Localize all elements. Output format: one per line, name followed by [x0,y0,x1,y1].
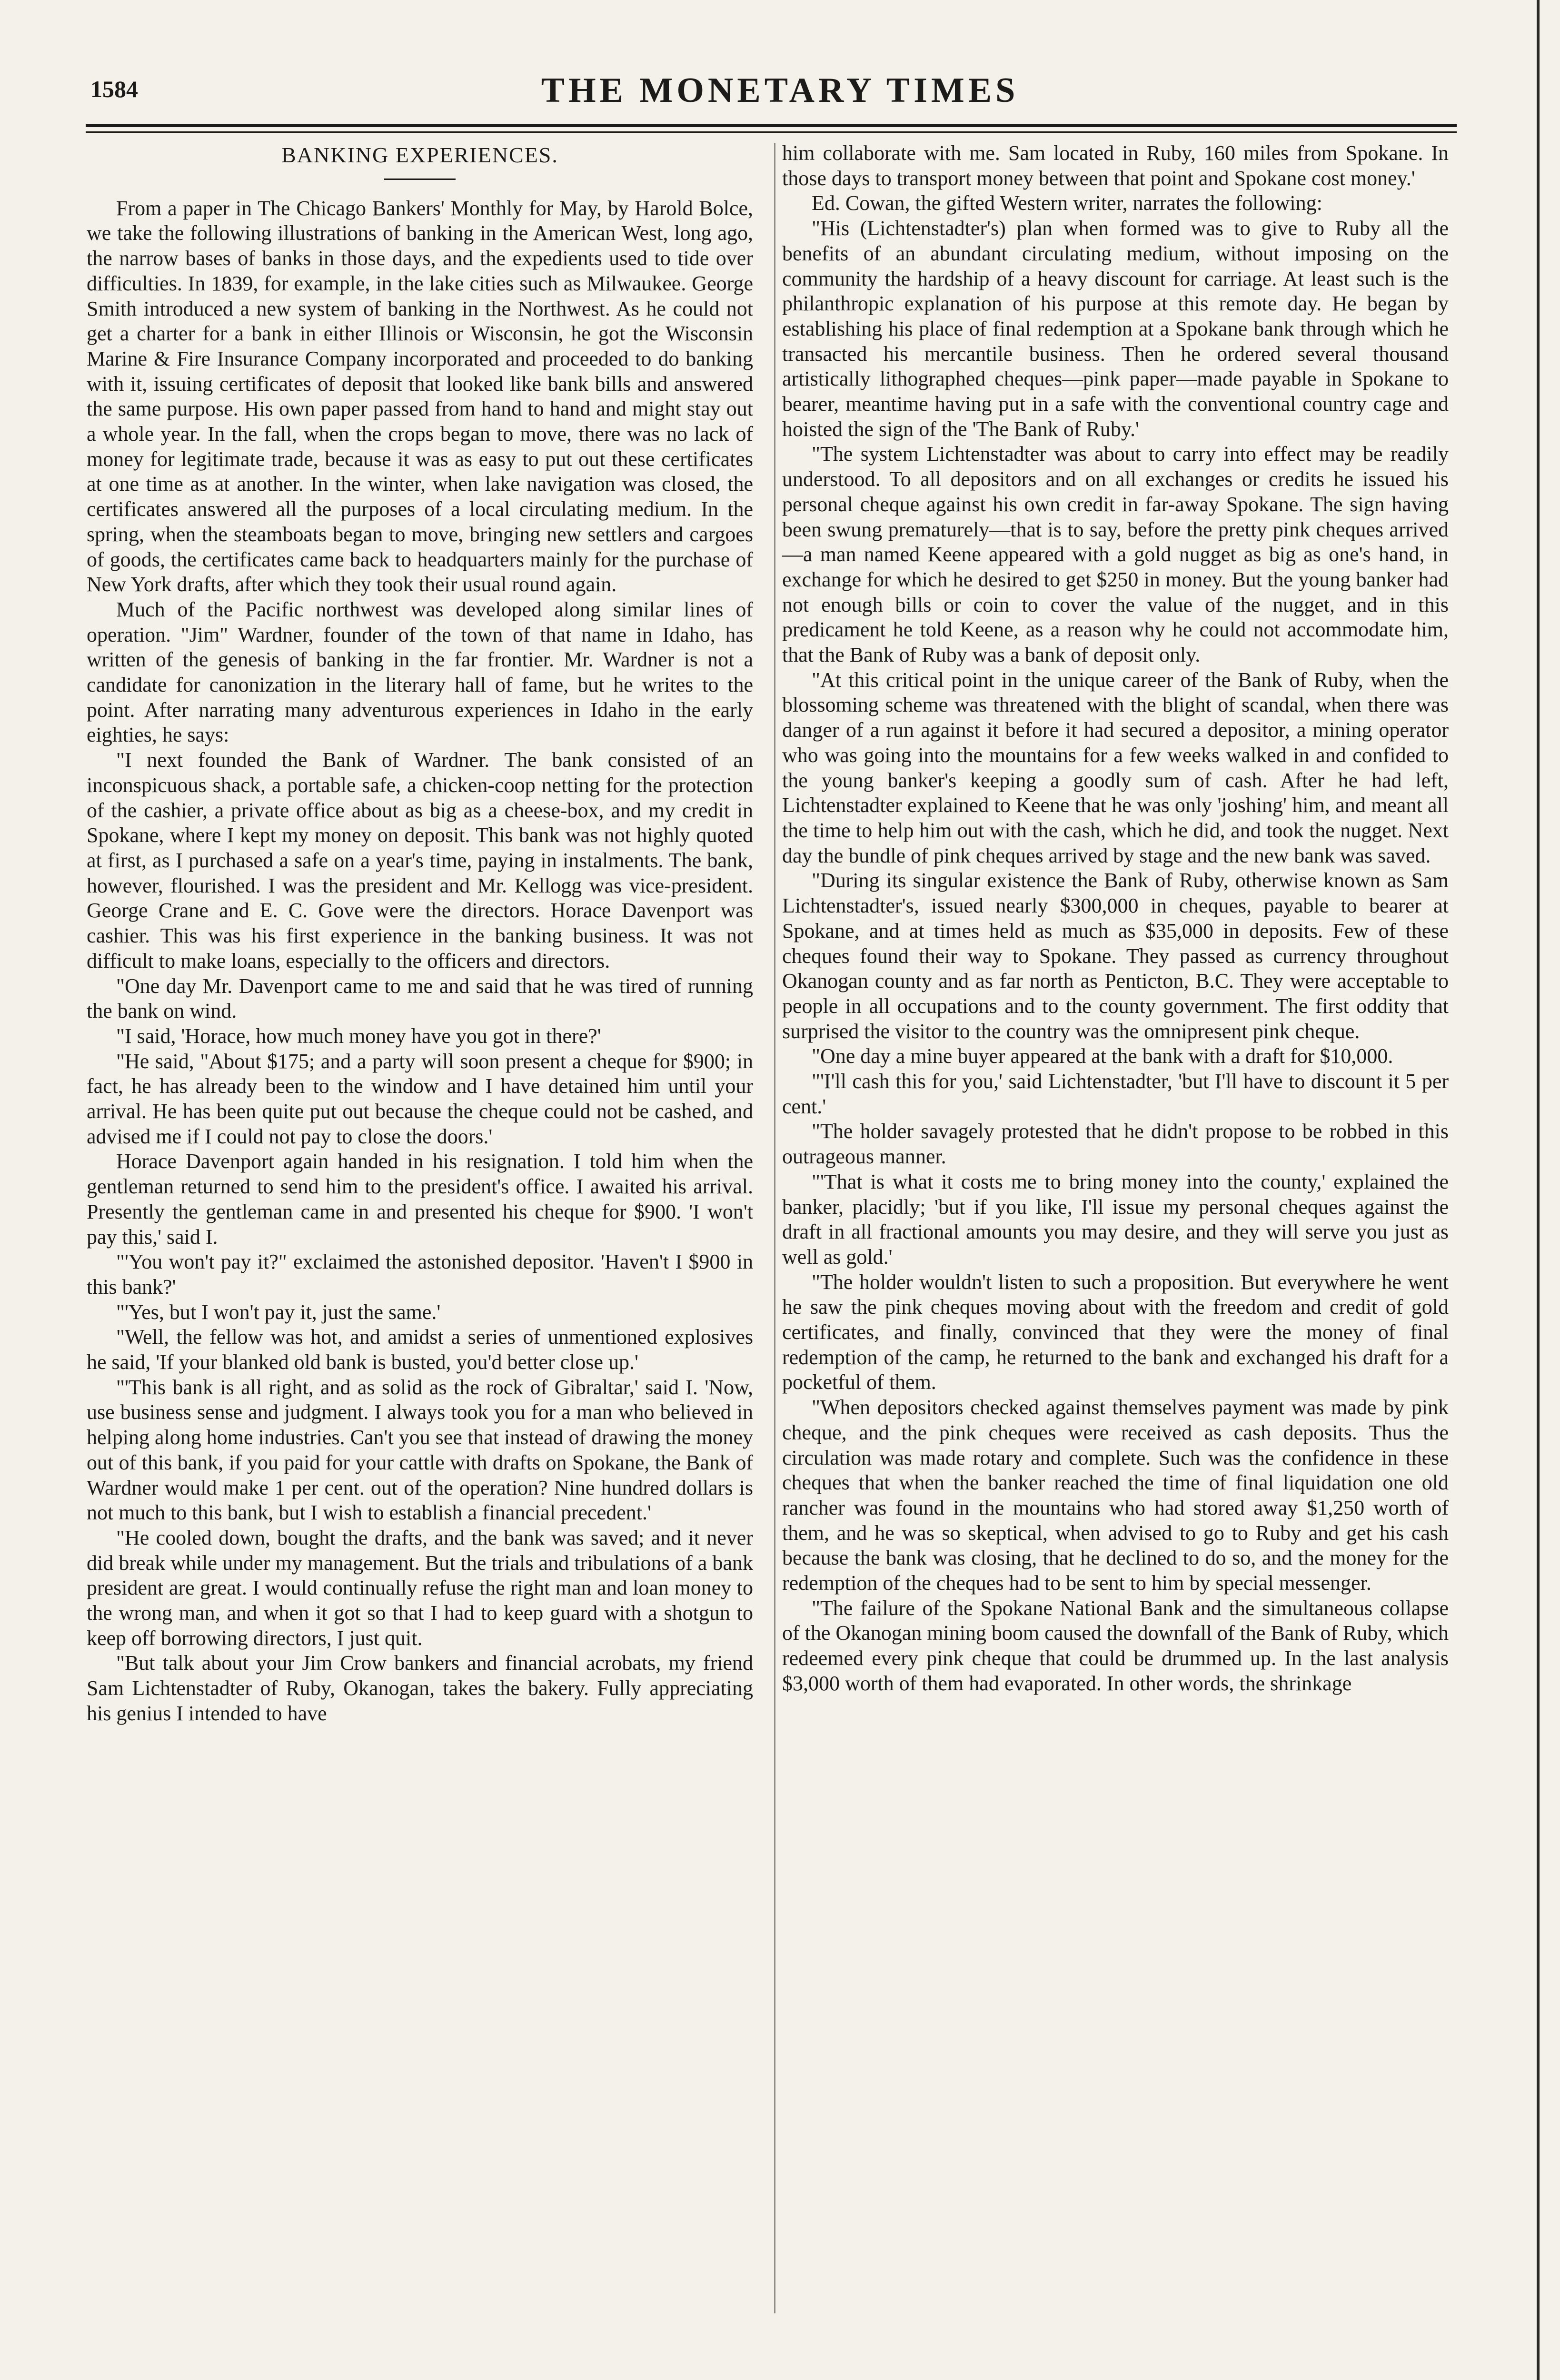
header-rule-thick [86,124,1457,127]
paragraph: "I next founded the Bank of Wardner. The bank consisted of an inconspicuous shack, a portable safe, a chicken-coop netting for the protection of the cashier, a private office about as big as a cheese-box, and my credit in Spokane, where I kept my money on deposit. This bank was not highly quoted at first, as I purchased a safe on a year's time, paying in instalments. The bank, however, flourished. I was the president and Mr. Kellogg was vice-president. George Crane and E. C. Gove were the directors. Horace Davenport was cashier. This was his first experience in the banking business. It was not difficult to make loans, especially to the officers and directors. [87,748,753,972]
page-number: 1584 [90,76,138,102]
title-rule [384,178,456,180]
paragraph: "One day Mr. Davenport came to me and said that he was tired of running the bank on wind. [87,974,753,1023]
paragraph: "At this critical point in the unique career of the Bank of Ruby, when the blossoming scheme was threatened with the blight of scandal, when there was danger of a run against it before it had secured a depositor, a mining operator who was going into the mountains for a few weeks walked in and confided to the young banker's keeping a goodly sum of cash. After he had left, Lichtenstadter explained to Keene that he was only 'joshing' him, and meant all the time to help him out with the cash, which he did, and took the nugget. Next day the bundle of pink cheques arrived by stage and the new bank was saved. [782,668,1449,867]
paragraph: "The holder wouldn't listen to such a proposition. But everywhere he went he saw the pink cheques moving about with the freedom and credit of gold certificates, and finally, convinced that they were the money of final redemption of the camp, he returned to the bank and exchanged his draft for a pocketful of them. [782,1270,1449,1394]
paragraph: "'Yes, but I won't pay it, just the same.' [116,1300,441,1324]
paragraph: "I said, 'Horace, how much money have you got in there?' [116,1024,601,1048]
paragraph: "'I'll cash this for you,' said Lichtenstadter, 'but I'll have to discount it 5 per cent.' [782,1070,1449,1118]
paragraph: "He cooled down, bought the drafts, and the bank was saved; and it never did break while under my management. But the trials and tribulations of a bank president are great. I would continually refuse the right man and loan money to the wrong man, and when it got so that I had to keep guard with a shotgun to keep off borrowing directors, I just quit. [87,1526,753,1650]
paragraph: "The system Lichtenstadter was about to carry into effect may be readily understood. To all depositors and on all exchanges or credits he issued his personal cheque against his own credit in far-away Spokane. The sign having been swung prematurely—that is to say, before the pretty pink cheques arrived—a man named Keene appeared with a gold nugget as big as one's hand, in exchange for which he desired to get $250 in money. But the young banker had not enough bills or coin to cover the value of the nugget, and in this predicament he told Keene, as a reason why he could not accommodate him, that the Bank of Ruby was a bank of deposit only. [782,442,1449,667]
left-column [87,141,753,1726]
paragraph: From a paper in The Chicago Bankers' Monthly for May, by Harold Bolce, we take the following illustrations of banking in the American West, long ago, the narrow bases of banks in those days, and the expedients used to tide over difficulties. In 1839, for example, in the lake cities such as Milwaukee. George Smith introduced a new system of banking in the Northwest. As he could not get a charter for a bank in either Illinois or Wisconsin, he got the Wisconsin Marine & Fire Insurance Company incorporated and proceeded to do banking with it, issuing certificates of deposit that looked like bank bills and answered the same purpose. His own paper passed from hand to hand and might stay out a whole year. In the fall, when the crops began to move, there was no lack of money for legitimate trade, because it was as easy to put out these certificates at one time as at another. In the winter, when lake navigation was closed, the certificates answered all the purposes of a local circulating medium. In the spring, when the steamboats began to move, bringing new settlers and cargoes of goods, the certificates came back to headquarters mainly for the purchase of New York drafts, after which they took their usual round again. [87,196,753,596]
paragraph: "One day a mine buyer appeared at the bank with a draft for $10,000. [812,1044,1393,1068]
page-edge-line [1537,0,1540,2380]
paragraph: "'This bank is all right, and as solid as the rock of Gibraltar,' said I. 'Now, use business sense and judgment. I always took you for a man who believed in helping along home industries. Can't you see that instead of drawing the money out of this bank, if you paid for your cattle with drafts on Spokane, the Bank of Wardner would make 1 per cent. out of the operation? Nine hundred dollars is not much to this bank, but I wish to establish a financial precedent.' [87,1375,753,1525]
column-divider [774,143,775,2313]
paragraph: Ed. Cowan, the gifted Western writer, narrates the following: [812,191,1322,215]
paragraph: "During its singular existence the Bank of Ruby, otherwise known as Sam Lichtenstadter's, issued nearly $300,000 in cheques, payable to bearer at Spokane, and at times held as much as $35,000 in deposits. Few of these cheques found their way to Spokane. They passed as currency throughout Okanogan county and as far north as Penticton, B.C. They were acceptable to people in all occupations and to the county government. The first oddity that surprised the visitor to the country was the omnipresent pink cheque. [782,869,1449,1043]
paragraph: Horace Davenport again handed in his resignation. I told him when the gentleman returned to send him to the president's office. I awaited his arrival. Presently the gentleman came in and presented his cheque for $900. 'I won't pay this,' said I. [87,1150,753,1249]
right-column [782,141,1449,1696]
article-title: BANKING EXPERIENCES. [281,143,558,167]
paragraph: "Well, the fellow was hot, and amidst a series of unmentioned explosives he said, 'If your blanked old bank is busted, you'd better close up.' [87,1325,753,1374]
publication-title: THE MONETARY TIMES [541,71,1019,110]
paragraph: "The holder savagely protested that he didn't propose to be robbed in this outrageous manner. [782,1120,1449,1169]
paragraph: "'You won't pay it?" exclaimed the astonished depositor. 'Haven't I $900 in this bank?' [87,1250,753,1299]
paragraph: "But talk about your Jim Crow bankers and financial acrobats, my friend Sam Lichtenstadter of Ruby, Okanogan, takes the bakery. Fully appreciating his genius I intended to have [87,1651,753,1725]
header-rule-thin [86,131,1457,133]
paragraph: "The failure of the Spokane National Bank and the simultaneous collapse of the Okanogan mining boom caused the downfall of the Bank of Ruby, which redeemed every pink cheque that could be drummed up. In the last analysis $3,000 worth of them had evaporated. In other words, the shrinkage [782,1596,1449,1695]
paragraph: "His (Lichtenstadter's) plan when formed was to give to Ruby all the benefits of an abundant circulating medium, without imposing on the community the hardship of a heavy discount for carriage. At least such is the philanthropic explanation of his purpose at this remote day. He began by establishing his place of final redemption at a Spokane bank through which he transacted his mercantile business. Then he ordered several thousand artistically lithographed cheques—pink paper—made payable in Spokane to bearer, meantime having put in a safe with the conventional country cage and hoisted the sign of the 'The Bank of Ruby.' [782,217,1449,441]
paragraph: "'That is what it costs me to bring money into the county,' explained the banker, placidly; 'but if you like, I'll issue my personal cheques against the draft in all fractional amounts you may desire, and they will serve you just as well as gold.' [782,1170,1449,1269]
paragraph: "When depositors checked against themselves payment was made by pink cheque, and the pink cheques were received as cash deposits. Thus the circulation was made rotary and complete. Such was the confidence in these cheques that when the banker reached the time of final liquidation one old rancher was found in the mountains who had stored away $1,250 worth of them, and he was so skeptical, when advised to go to Ruby and get his cash because the bank was closing, that he declined to do so, and the money for the redemption of the cheques had to be sent to him by special messenger. [782,1396,1449,1595]
paragraph: Much of the Pacific northwest was developed along similar lines of operation. "Jim" Wardner, founder of the town of that name in Idaho, has written of the genesis of banking in the far frontier. Mr. Wardner is not a candidate for canonization in the literary hall of fame, but he writes to the point. After narrating many adventurous experiences in Idaho in the early eighties, he says: [87,597,753,747]
paragraph: "He said, "About $175; and a party will soon present a cheque for $900; in fact, he has already been to the window and I have detained him until your arrival. He has been quite put out because the cheque could not be cashed, and advised me if I could not pay to close the doors.' [87,1049,753,1148]
paragraph: him collaborate with me. Sam located in Ruby, 160 miles from Spokane. In those days to transport money between that point and Spokane cost money.' [782,141,1449,190]
